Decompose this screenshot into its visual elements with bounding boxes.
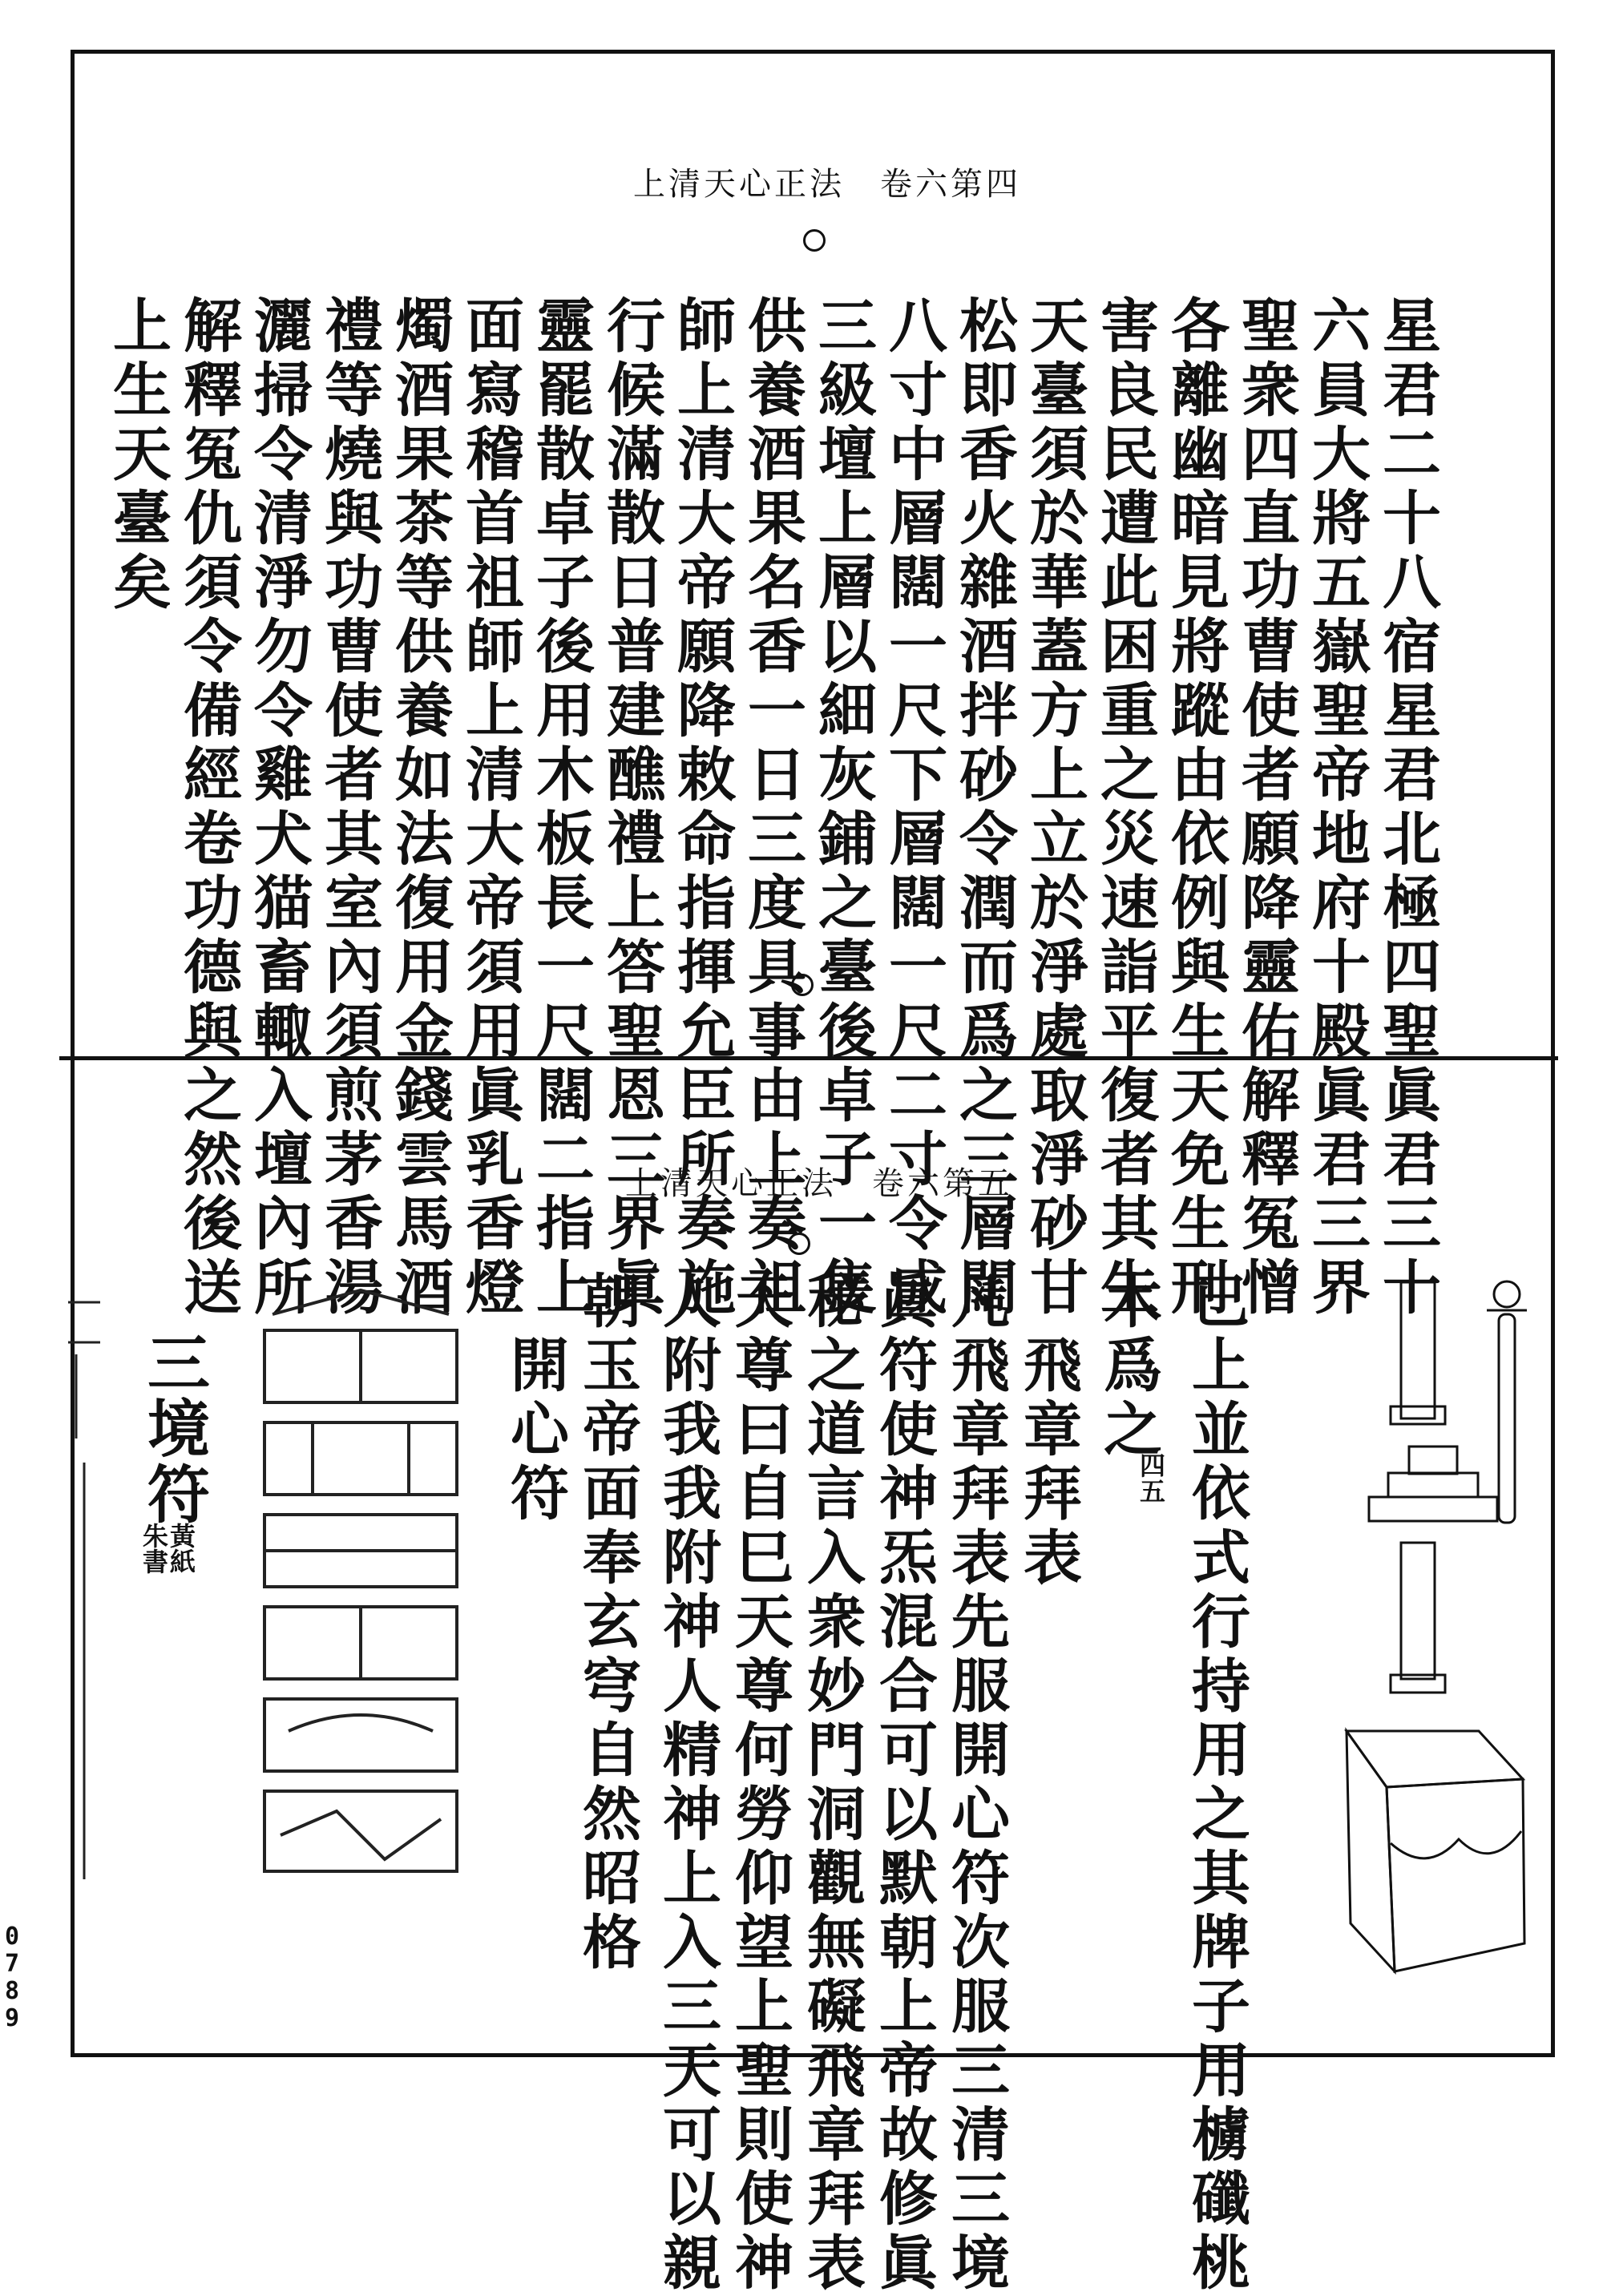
circle-mark-icon [803,229,826,252]
talisman-line-marks [64,1294,104,1887]
diagram-label: 四五 [1136,1452,1166,1503]
text-column: 上生天臺矣 [103,295,172,615]
text-column: 秘之道言入衆妙門洞觀無礙飛章拜表 [797,1270,866,2296]
text-column: 開心符 [500,1270,569,1527]
circle-mark-icon [788,1233,810,1255]
text-column: 八寸中層闊一尺下層闊一尺二寸令成 [878,295,947,1321]
text-column: 六員大將五嶽聖帝地府十殿眞君三界 [1302,295,1371,1321]
text-column: 害良民遭此困重之災速詣平復者其生 [1090,295,1159,1321]
text-column: 師上清大帝願降敕命指揮允臣所奏施 [667,295,736,1321]
text-column: 朝玉帝面奉玄穹自然昭格 [572,1270,641,1975]
talisman-title: 三境符 [137,1330,210,1527]
talisman-note: 朱書 [139,1523,169,1574]
text-column: 天尊曰自巳天尊何勞仰望上聖則使神 [725,1270,793,2296]
text-column: 松即香火雜酒拌砂令潤而爲之三層闊 [949,295,1018,1321]
altar-diagram [1314,1266,1539,1987]
top-page-header: 上清天心正法 卷六第四 [633,166,1021,203]
talisman-note: 黃紙 [166,1523,196,1574]
text-column: 面寫稽首祖師上清大帝須用眞乳香燈 [455,295,524,1321]
talisman-drawing [240,1282,481,1907]
text-column: 已上並依式行持用之其牌子用㯭䃸桃 [1181,1270,1250,2296]
text-column: 靈罷散卓子後用木板長一尺闊二指上 [526,295,595,1321]
text-column: 凡飛章拜表先服開心符次服三清三境 [941,1270,1010,2296]
text-column: 燭酒果茶等供養如法復用金錢雲馬酒 [385,295,454,1321]
text-column: 人附我我附神人精神上入三天可以親 [652,1270,721,2296]
text-column: 天臺須於華蓋方上立於淨處取淨砂甘 [1020,295,1088,1321]
text-column: 眞符使神炁混合可以默朝上帝故修眞 [869,1270,938,2296]
text-column: 禮等燒與功曹使者其室內須煎茅香湯 [314,295,383,1321]
text-column: 行候滿散日普建醮禮上答聖恩三界眞 [596,295,665,1321]
bottom-page-header: 上清天心正法 卷六第五 [625,1165,1013,1202]
text-column: 飛章拜表 [1013,1270,1082,1591]
text-column: 灑掃令清淨勿令雞犬猫畜輙入壇內所 [244,295,313,1321]
text-column: 三級壇上層以細灰鋪之臺後卓子一隻 [808,295,877,1321]
text-column: 聖衆四直功曹使者願降靈佑解釋冤憎 [1231,295,1300,1321]
text-column: 木爲之 [1093,1270,1162,1463]
text-column: 星君二十八宿星君北極四聖眞君三十 [1372,295,1441,1321]
page-number: 0 7 8 9 [4,1923,20,2032]
text-column: 解釋冤仇須令備經卷功德與之然後送 [173,295,242,1321]
sword-ornament-icon [1494,1281,1520,1307]
text-column: 各離幽暗見將蹤由依例與生天免生刑 [1161,295,1230,1321]
text-column: 供養酒果名香一日三度具事由上奏祖 [737,295,806,1321]
